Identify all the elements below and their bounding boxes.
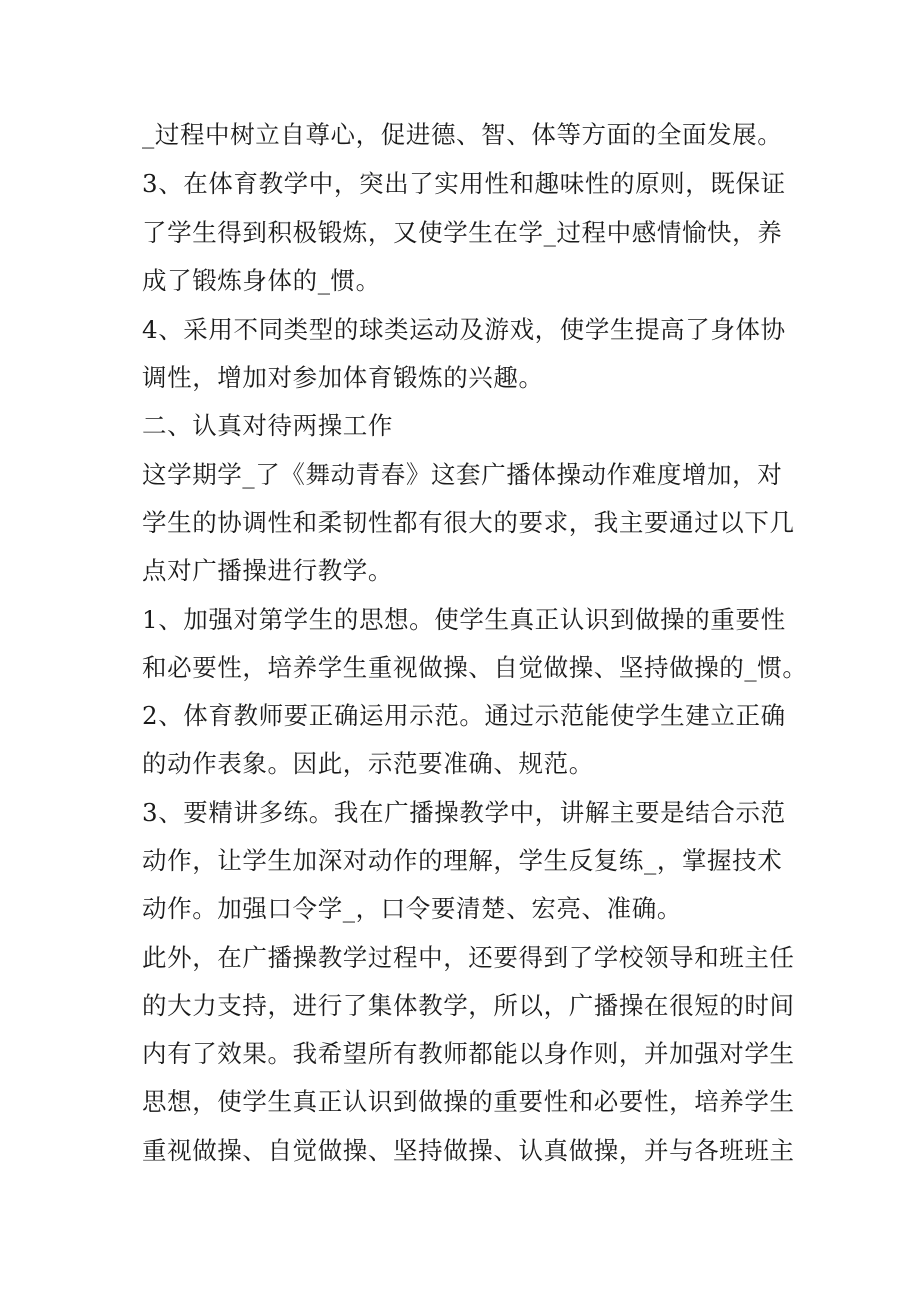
text-line-16: 动作，让学生加深对动作的理解，学生反复练_，掌握技术 — [142, 846, 783, 875]
text-line-1: _过程中树立自尊心，促进德、智、体等方面的全面发展。 — [142, 120, 783, 149]
text-line-22: 重视做操、自觉做操、坚持做操、认真做操，并与各班班主 — [142, 1136, 795, 1165]
text-line-5: 4、采用不同类型的球类运动及游戏，使学生提高了身体协 — [142, 315, 786, 344]
text-line-9: 学生的协调性和柔韧性都有很大的要求，我主要通过以下几 — [142, 508, 795, 537]
text-line-4: 成了锻炼身体的_惯。 — [142, 266, 381, 295]
text-line-6: 调性，增加对参加体育锻炼的兴趣。 — [142, 363, 544, 392]
text-line-15: 3、要精讲多练。我在广播操教学中，讲解主要是结合示范 — [142, 798, 786, 827]
text-line-20: 内有了效果。我希望所有教师都能以身作则，并加强对学生 — [142, 1039, 795, 1068]
section-heading: 二、认真对待两操工作 — [142, 411, 393, 440]
text-line-17: 动作。加强口令学_，口令要清楚、宏亮、准确。 — [142, 894, 682, 923]
text-line-12: 和必要性，培养学生重视做操、自觉做操、坚持做操的_惯。 — [142, 653, 808, 682]
text-line-14: 的动作表象。因此，示范要准确、规范。 — [142, 749, 594, 778]
text-line-2: 3、在体育教学中，突出了实用性和趣味性的原则，既保证 — [142, 169, 786, 198]
text-line-21: 思想，使学生真正认识到做操的重要性和必要性，培养学生 — [142, 1087, 795, 1116]
text-line-19: 的大力支持，进行了集体教学，所以，广播操在很短的时间 — [142, 991, 795, 1020]
text-line-3: 了学生得到积极锻炼，又使学生在学_过程中感情愉快，养 — [142, 218, 783, 247]
text-line-18: 此外，在广播操教学过程中，还要得到了学校领导和班主任 — [142, 943, 795, 972]
text-line-8: 这学期学_了《舞动青春》这套广播体操动作难度增加，对 — [142, 460, 783, 489]
text-line-11: 1、加强对第学生的思想。使学生真正认识到做操的重要性 — [142, 605, 786, 634]
text-line-13: 2、体育教师要正确运用示范。通过示范能使学生建立正确 — [142, 701, 786, 730]
text-line-10: 点对广播操进行教学。 — [142, 556, 393, 585]
